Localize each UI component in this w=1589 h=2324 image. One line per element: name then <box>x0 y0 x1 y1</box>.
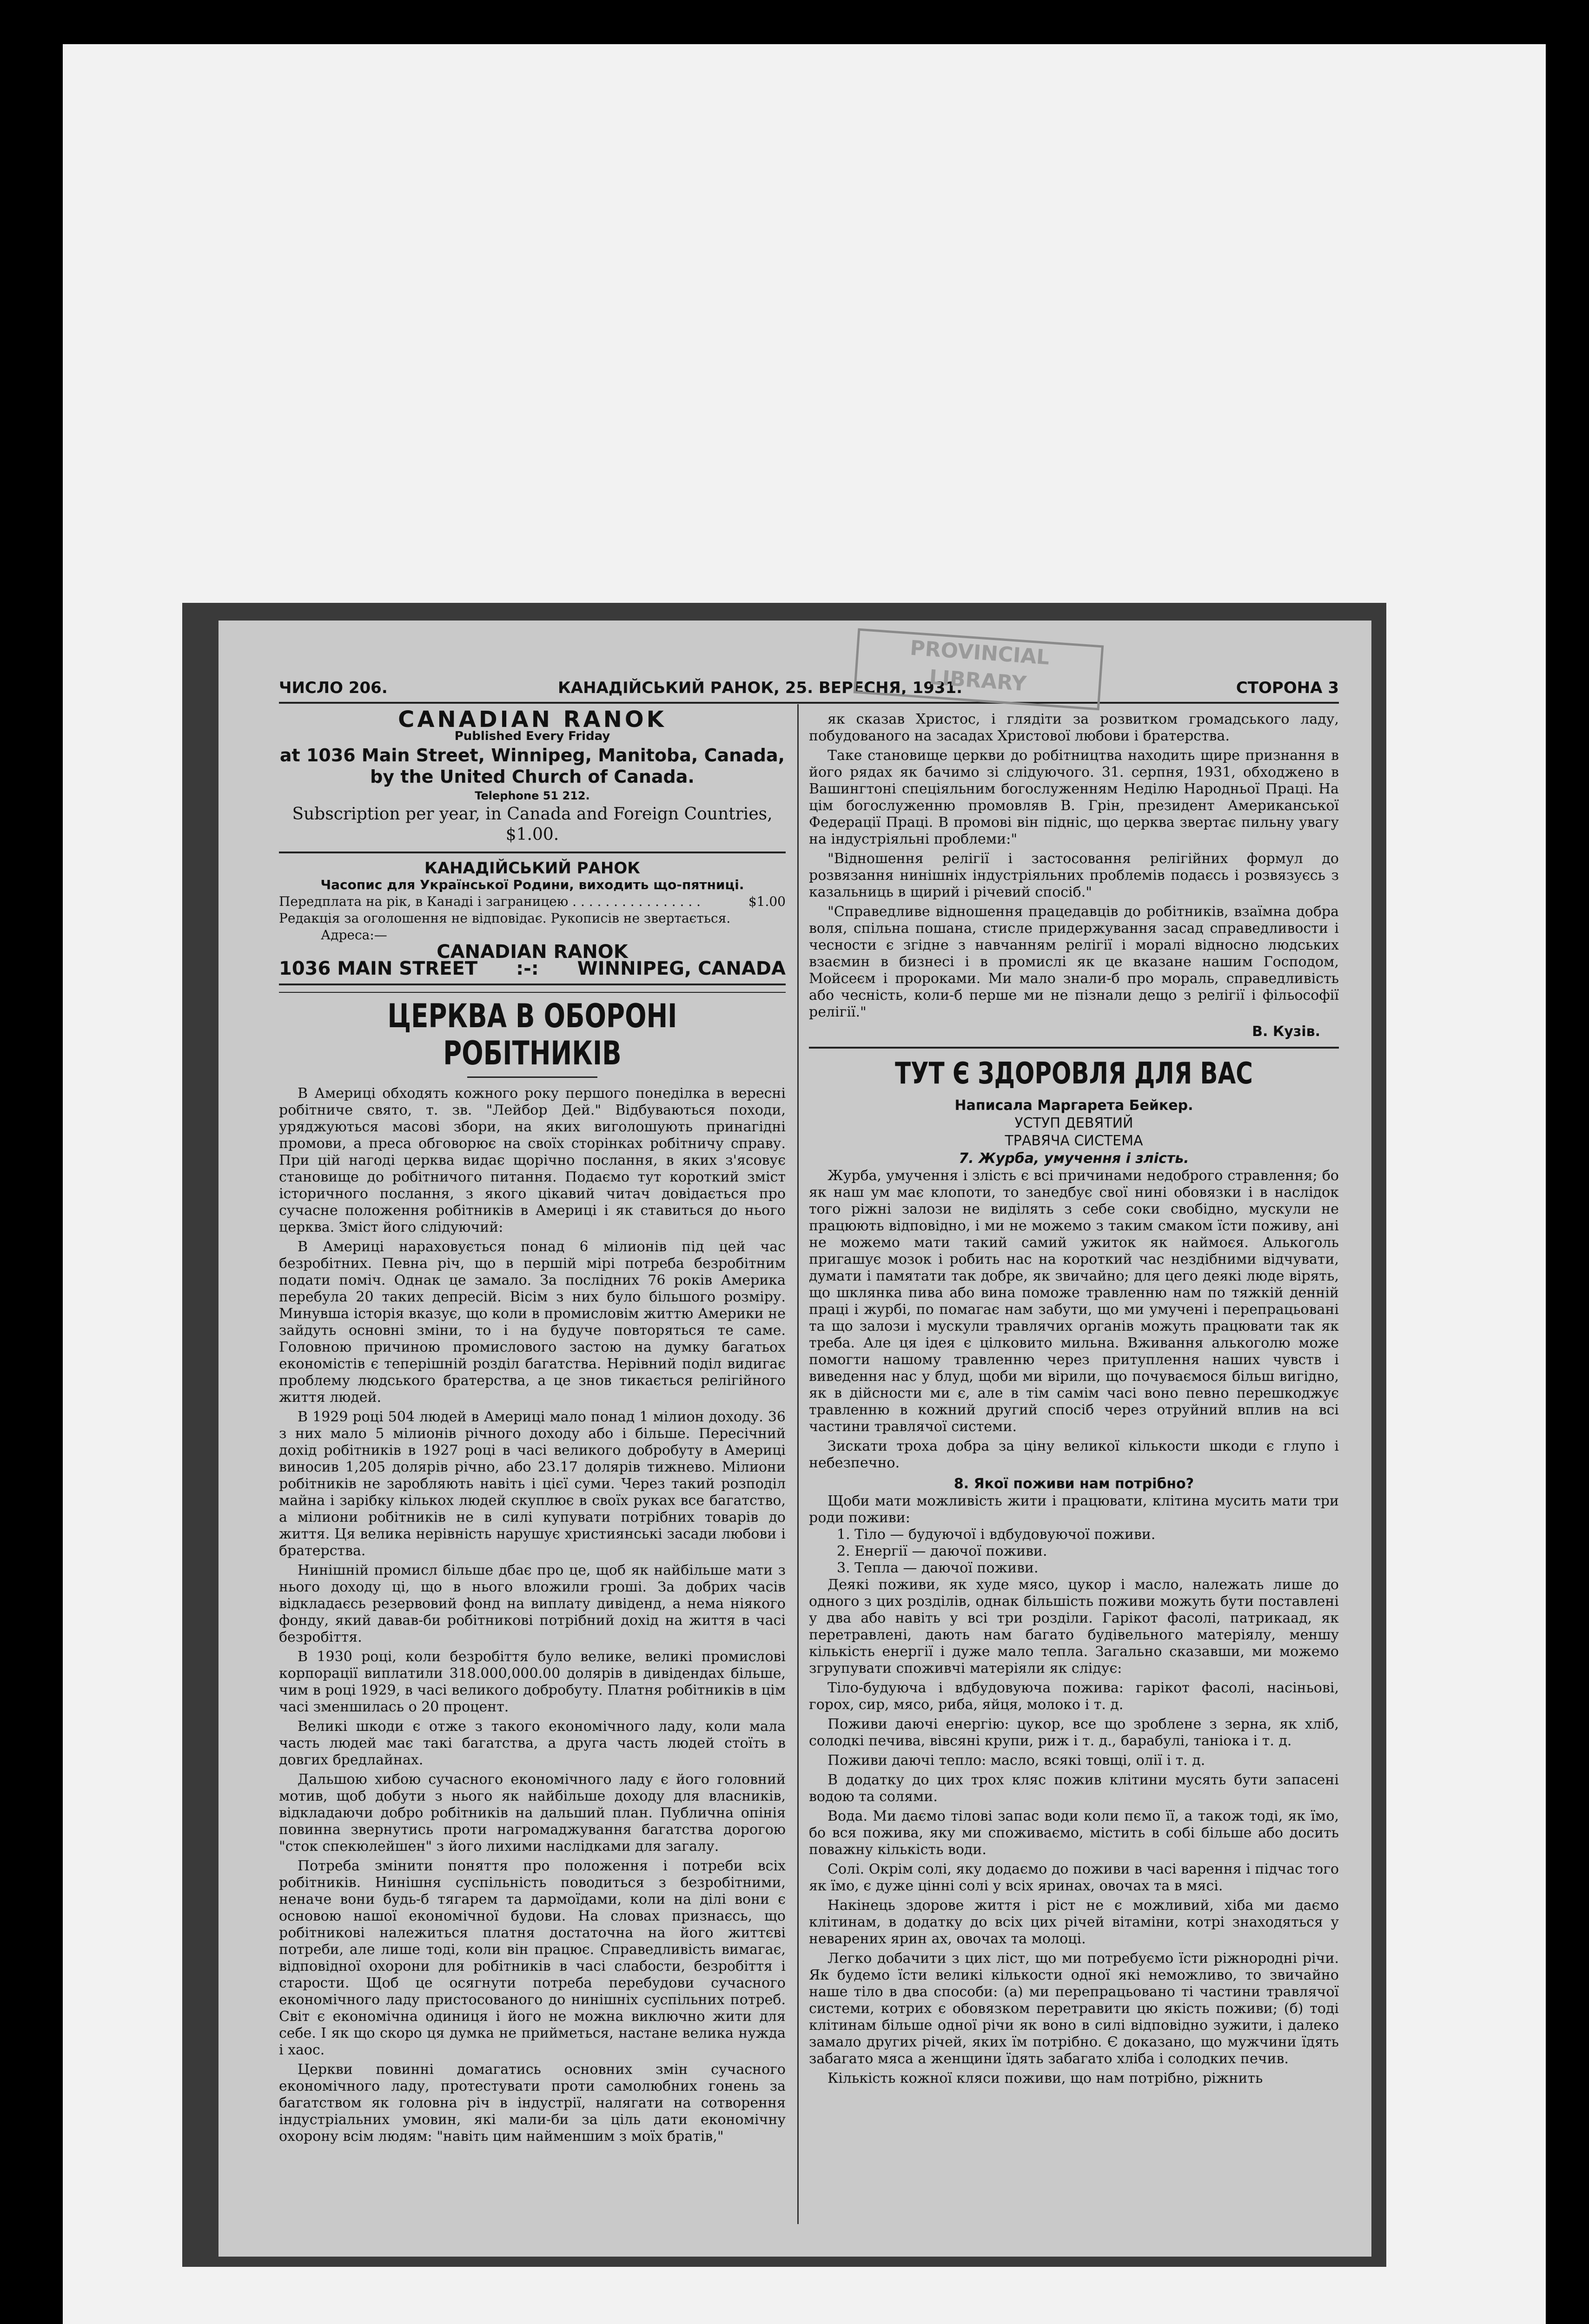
left-column <box>279 706 786 2148</box>
article2-paragraph: Солі. Окрім солі, яку додаємо до поживи в часі варення і підчас того як їмо, є дуже цінні солі у всіх яринах, овочах та в мясі. <box>809 1861 1339 1894</box>
ukr-separator: :-: <box>516 958 539 979</box>
article1-continued-paragraph: "Відношення релігії і застосовання релігійних формул до розвязання нинішніх індустріяльних проблемів подаєсь і розвязуєсь з казальниць в щирий і річевий спосіб." <box>809 851 1339 900</box>
article2-paragraph: Журба, умучення і злість є всі причинами недоброго стравлення; бо як наш ум має клопоти, то занедбує свої нині обовязки і в наслідок того ріжні залози не виділять з себе соки свобідно, мускули не працюють відповідно, і ми не можемо з таким смаком їсти поживу, ані не можемо мати такий самий ужиток як наймоєя. Алькоголь пригашує мозок і робить нас на короткий час нездібними відчувати, думати і памятати так добре, як звичайно; для цего деякі люде вірять, що шклянка пива або вина поможе травленню нам по тяжкій денній праці і журбі, по помагає нам забути, що ми умучені і перепрацьовані та що залози і мускули травлячих органів можуть працювати так як треба. Але ця ідея є цілковито мильна. Вживання алькоголю може помогти нашому травленню через притуплення наших чувств і виведення нас у блуд, щоби ми вірили, що почуваємося більш вигідно, як в дійсности ми є, але в тім самім часі воно певно перешкоджує травленню в кожний другий спосіб через отруйний вплив на всі частини травлячої системи. <box>809 1168 1339 1435</box>
article1-title-rule <box>467 1076 597 1078</box>
article1-paragraph: В Америці обходять кожного року першого понеділка в вересні робітниче свято, т. зв. "Лейбор Дей." Відбуваються походи, уряджуються масові збори, на яких виголошують принагідні промови, а преса обговорює на своїх сторінках робітничу справу. При цій нагоді церква видає щорічно послання, в яких з'ясовує становище до робітничого питання. Подаємо тут короткий зміст історичного послання, з якого цікавий читач довідається про сучасне положення робітників в Америці і як ставиться до нього церква. Зміст його слідуючий: <box>279 1085 786 1235</box>
article1-paragraph: Нинішній промисл більше дбає про це, щоб як найбільше мати з нього доходу ці, що в нього вложили гроші. За добрих часів відкладаєсь резервовий фонд на виплату дивіденд, а нема ніякого фонду, який давав-би робітникові потрібний дохід на життя в часі безробіття. <box>279 1562 786 1645</box>
article2-list <box>809 1526 1339 1577</box>
article2-paragraph: Кількість кожної кляси поживи, що нам потрібно, ріжнить <box>828 2070 1263 2086</box>
article1-paragraph: Дальшою хибою сучасного економічного ладу є його головний мотив, щоб добути з нього як найбільше доходу для власників, відкладаючи добро робітників на дальший план. Публична опінія повинна звернутись проти нагромаджування багатства дорогою "сток спекюлейшен" з його лихими наслідками для загалу. <box>279 1771 786 1855</box>
ukr-price-value: $1.00 <box>748 894 786 909</box>
ukr-city: WINNIPEG, CANADA <box>577 958 786 979</box>
article1-continued <box>809 711 1339 1021</box>
article2-paragraph: Тіло-будуюча і вдбудовуюча пожива: гарікот фасолі, насіньові, горох, сир, мясо, риба, яйця, молоко і т. д. <box>809 1680 1339 1713</box>
ukr-note: Редакція за оголошення не відповідає. Рукописів не звертається. <box>279 911 731 926</box>
article2-paragraph: Легко добачити з цих ліст, що ми потребуємо їсти ріжнородні річи. Як будемо їсти великі кількости одної які неможливо, то звичайно наше тіло в два способи: (а) ми перепрацьовано ті частини травлячої системи, котрих є обовязком перетравити цю якість поживи; (б) тоді клітинам більше одної річи як воно в силі відповідно зужити, і далеко замало других річей, яких їм потрібно. Є доказано, що мужчини їдять забагато мяса а женщини їдять забагато хліба і солодких печив. <box>809 1950 1339 2067</box>
title-rule-top-2 <box>279 992 786 993</box>
ukr-address-label: Адреса:— <box>321 927 387 943</box>
article1-signature: В. Кузів. <box>1252 1023 1320 1040</box>
masthead-telephone: Telephone 51 212. <box>475 789 590 802</box>
ukr-tagline: Часопис для Української Родини, виходить що-пятниці. <box>320 877 744 892</box>
masthead-subscription: Subscription per year, in Canada and Foreign Countries, $1.00. <box>292 805 773 844</box>
paper-date: КАНАДІЙСЬКИЙ РАНОК, 25. ВЕРЕСНЯ, 1931. <box>558 679 963 697</box>
article2-subheading-7: 7. Журба, умучення і злість. <box>959 1150 1189 1167</box>
article2-section: УСТУП ДЕВЯТИЙ <box>1014 1115 1133 1131</box>
article-separator <box>809 1047 1339 1049</box>
newspaper-page <box>218 621 1371 2257</box>
article2-author: Написала Маргарета Бейкер. <box>954 1097 1193 1114</box>
article1-continued-paragraph: Таке становище церкви до робітництва находить щире признання в його рядах як бачимо зі слідуючого. 31. серпня, 1931, обходжено в Вашингтоні спеціяльним богослуженням Неділю Народньої Праці. На цім богослуженню промовляв В. Грін, президент Американської Федерації Праці. В промові він підніс, що церква звертає пильну увагу на індустріяльні проблеми:" <box>809 747 1339 847</box>
article2-paragraph: Зискати троха добра за ціну великої кількости шкоди є глупо і небезпечно. <box>809 1438 1339 1471</box>
title-rule-top <box>279 984 786 985</box>
page-number: СТОРОНА 3 <box>1236 679 1339 697</box>
article2-list-item: 3. Тепла — даючої поживи. <box>837 1560 1039 1576</box>
english-masthead <box>279 706 786 845</box>
article2-intro: Щоби мати можливість жити і працювати, клітина мусить мати три роди поживи: <box>809 1493 1339 1526</box>
ukr-address-name: CANADIAN RANOK <box>437 941 628 963</box>
column-divider <box>797 704 799 2224</box>
article2-subheading-8: 8. Якої поживи нам потрібно? <box>953 1476 1194 1492</box>
article2-paragraph: Вода. Ми даємо тілові запас води коли пємо її, а також тоді, як їмо, бо вся пожива, яку ми споживаємо, містить в собі більше або досить поважну кількість води. <box>809 1808 1339 1858</box>
article2-list-item: 1. Тіло — будуючої і вдбудовуючої поживи. <box>837 1526 1156 1543</box>
masthead-published: Published Every Friday <box>454 729 610 743</box>
article2-paragraph: Поживи даючі енергію: цукор, все що зроблене з зерна, як хліб, солодкі печива, вівсяні крупи, риж і т. д., барабулі, таніока і т. д. <box>809 1716 1339 1749</box>
ukrainian-masthead <box>279 860 786 977</box>
masthead-address-2: by the United Church of Canada. <box>370 766 695 787</box>
ukr-title: КАНАДІЙСЬКИЙ РАНОК <box>424 859 641 878</box>
article1-continued-paragraph: як сказав Христос, і глядіти за розвитком громадського ладу, побудованого на засадах Христової любови і братерства. <box>809 711 1339 744</box>
article2-body-b <box>809 1577 1339 2087</box>
article1-title: ЦЕРКВА В ОБОРОНІ РОБІТНИКІВ <box>387 997 677 1072</box>
article1-paragraph: В Америці нараховується понад 6 мілионів під цей час безробітних. Певна річ, що в першій мірі потреба безробітним подати поміч. Однак це замало. За послідних 76 років Америка перебула 20 таких депресій. Вісім з них було більшого розміру. Минувша історія вказує, що коли в промисловім життю Америки не зайдуть основні зміни, то і на будуче повторяться те саме. Головною причиною промислового застою на думку багатьох економістів є теперішній розділ багатства. Нерівний поділ видигає проблему людського братерства, а це знов тикається релігійного життя людей. <box>279 1239 786 1406</box>
page-header <box>279 679 1339 704</box>
ukr-street: 1036 MAIN STREET <box>279 958 478 979</box>
article2-body-a <box>809 1168 1339 1472</box>
article1-paragraph: Потреба змінити поняття про положення і потреби всіх робітників. Нинішня суспільність поводиться з безробітними, неначе вони будь-б тягарем та дармоїдами, коли на ділі вони є основою нашої економічної будови. На словах признаєсь, що робітникові належиться платня достаточна на його життєві потреби, але лише тоді, коли він працює. Справедливість вимагає, відповідної охорони для робітників в часі слабости, безробіття і старости. Щоб це осягнути потреба перебудови сучасного економічного ладу пристосованого до нинішніх суспільних потреб. Світ є економічна одиниця і його не можна виключно жити для себе. І як що скоро ця думка не прийметься, настане велика нужда і хаос. <box>279 1858 786 2058</box>
article1-paragraph: В 1930 році, коли безробіття було велике, великі промислові корпорації виплатили 318.000,000.00 долярів в дивідендах більше, чим в році 1929, в часі великого добробуту. Платня робітників в цім часі зменшилась о 20 процент. <box>279 1649 786 1715</box>
masthead-title: CANADIAN RANOK <box>398 706 667 733</box>
issue-number: ЧИСЛО 206. <box>279 679 388 697</box>
ukr-price-text: Передплата на рік, в Канаді і заграницею . . . . . . . . . . . . . . . . <box>279 894 701 909</box>
right-column <box>809 711 1339 2090</box>
masthead-address-1: at 1036 Main Street, Winnipeg, Manitoba, Canada, <box>279 745 785 766</box>
article2-list-item: 2. Енергії — даючої поживи. <box>837 1543 1047 1559</box>
stamp-line-1: PROVINCIAL <box>909 636 1051 670</box>
masthead-rule <box>279 852 786 853</box>
article2-paragraph: В додатку до цих трох кляс пожив клітини мусять бути запасені водою та солями. <box>809 1772 1339 1805</box>
article2-title: ТУТ Є ЗДОРОВЛЯ ДЛЯ ВАС <box>895 1056 1253 1091</box>
article2-system: ТРАВЯЧА СИСТЕМА <box>1005 1133 1143 1149</box>
article2-paragraph: Поживи даючі тепло: масло, всякі товщі, олії і т. д. <box>828 1752 1205 1769</box>
article1-paragraph: В 1929 році 504 людей в Америці мало понад 1 мілион доходу. 36 з них мало 5 мілионів річного доходу або і більше. Пересічний дохід робітників в 1927 році в часі великого добробуту в Америці виносив 1,205 долярів річно, або 23.17 долярів тижнево. Мілиони робітників не заробляють навіть і цієї суми. Через такий розподіл майна і зарібку кількох людей скуплює в своїх руках все багатство, а мілиони робітників не в силі купувати потрібних товарів до життя. Ця велика нерівність нарушує християнські засади любови і братерства. <box>279 1409 786 1559</box>
article2-paragraph: Деякі поживи, як худе мясо, цукор і масло, належать лише до одного з цих розділів, однак більшість поживи можуть бути поставлені у два або навіть у всі три розділи. Гарікот фасолі, патрикаад, як перетравлені, дають нам багато будівельного матеріялу, меншу кількість енергії і дуже мало тепла. Загально сказавши, ми можемо згрупувати споживчі матеріяли як слідує: <box>809 1577 1339 1677</box>
article1-body <box>279 1085 786 2145</box>
article1-paragraph: Церкви повинні домагатись основних змін сучасного економічного ладу, протестувати проти самолюбних гонень за багатством як головна річ в індустрії, налягати на сотворення індустріальних умовин, які мали-би за ціль дати економічну охорону всім людям: "навіть цим найменшим з моїх братів," <box>279 2061 786 2145</box>
ukr-price-row <box>279 893 786 910</box>
article1-continued-paragraph: "Справедливе відношення працедавців до робітників, взаїмна добра воля, спільна пошана, стисле придержування засад справедливости і чесности є згідне з навчанням релігії і моралі відносно людських взаємин в бизнесі і в промислі як це вказане нашим Господом, Мойсеєм і пророками. Ми мало знали-б про мораль, справедливість або чесність, коли-б перше ми не пізнали дещо з релігії і фільософії релігії." <box>809 904 1339 1020</box>
stamp-line-2: LIBRARY <box>928 665 1027 696</box>
article1-paragraph: Великі шкоди є отже з такого економічного ладу, коли мала часть людей має такі багатства, а друга часть людей стоїть в довгих бредлайнах. <box>279 1718 786 1768</box>
article2-paragraph: Накінець здорове життя і ріст не є можливий, хіба ми даємо клітинам, в додатку до всіх цих річей вітаміни, котрі знаходяться у неварених ярин ах, овочах та молоці. <box>809 1897 1339 1947</box>
ukr-address-row <box>279 960 786 977</box>
